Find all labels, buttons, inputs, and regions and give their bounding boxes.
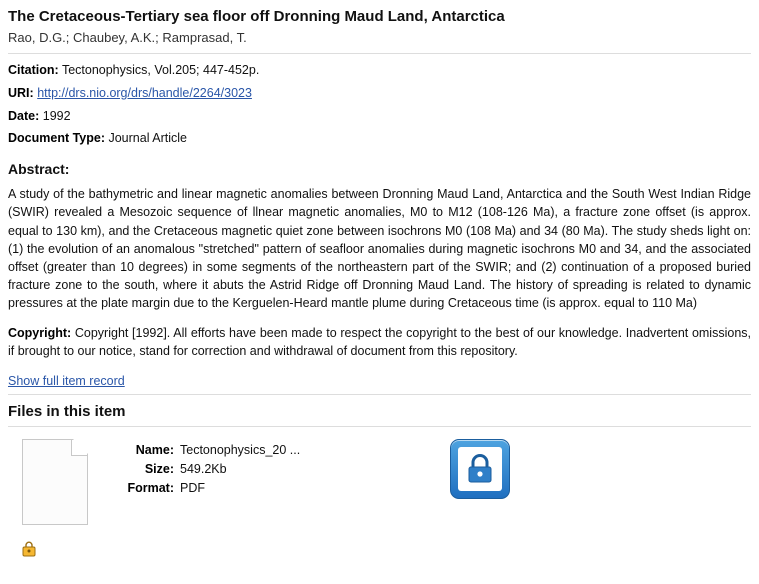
metadata-value: Journal Article bbox=[108, 131, 187, 146]
full-item-record bbox=[8, 374, 751, 388]
metadata-row-date bbox=[8, 108, 751, 125]
abstract-text: A study of the bathymetric and linear magnetic anomalies between Dronning Maud Land, Antarctica and the South West Indian Ridge (SWIR) revealed a Mesozoic sequence of llnear magnetic anomalies, M0 to M12 (108-126 Ma), a fracture zone offset (is approx. equal to 130 km), and the Cretaceous magnetic quiet zone between isochrons M0 (108 Ma) and 34 (80 Ma). The study sheds light on: (1) the evolution of an anomalous "stretched" pattern of seafloor anomalies during magnetic isochrons M0 and 34, and the associated offset (greater than 10 degrees) in some segments of the northeastern part of the SWIR; and (2) continuation of a proposed buried fracture zone to the south, where it abuts the Astrid Ridge off Dronning Maud Land. The history of spreading is related to dynamic pressures at the plate margin due to the Kerguelen-Heard mantle plume during Cretaceous time (is approx. equal to 110 Ma) bbox=[8, 187, 751, 310]
restricted-access-icon-inner bbox=[458, 447, 502, 491]
file-format-label: Format: bbox=[127, 480, 174, 495]
file-metadata bbox=[118, 439, 300, 497]
document-icon-fold bbox=[71, 440, 87, 456]
file-name-value: Tectonophysics_20 ... bbox=[180, 443, 301, 458]
metadata-label: Citation: bbox=[8, 62, 59, 77]
copyright-block bbox=[8, 324, 751, 360]
metadata-value: 1992 bbox=[42, 108, 71, 123]
restricted-access-icon[interactable] bbox=[450, 439, 510, 499]
metadata-row-citation bbox=[8, 62, 751, 79]
document-icon[interactable] bbox=[22, 439, 88, 525]
file-size-value: 549.2Kb bbox=[180, 462, 227, 477]
file-name-row bbox=[118, 441, 300, 460]
metadata-label: Date: bbox=[8, 108, 40, 123]
copyright-text: Copyright [1992]. All efforts have been made to respect the copyright to the best of our knowledge. Inadvertent omissions, if brought to our notice, stand for correction and withdrawal of document from this repository. bbox=[8, 326, 751, 359]
metadata-label: Document Type: bbox=[8, 131, 105, 146]
divider bbox=[8, 53, 751, 54]
divider-files-underline bbox=[8, 426, 751, 427]
uri-link[interactable]: http://drs.nio.org/drs/handle/2264/3023 bbox=[37, 85, 252, 100]
page-title: The Cretaceous-Tertiary sea floor off Dronning Maud Land, Antarctica bbox=[8, 8, 505, 25]
file-format-value: PDF bbox=[180, 480, 205, 495]
file-size-row bbox=[118, 460, 300, 479]
file-thumbnail-wrap bbox=[8, 439, 118, 557]
metadata-value: Tectonophysics, Vol.205; 447-452p. bbox=[61, 62, 260, 77]
file-format-row bbox=[118, 479, 300, 498]
lock-icon bbox=[22, 541, 36, 557]
metadata-row-document-type bbox=[8, 130, 751, 147]
files-heading: Files in this item bbox=[8, 403, 126, 421]
metadata-label: URI: bbox=[8, 85, 34, 100]
lock-icon bbox=[467, 454, 493, 484]
item-authors: Rao, D.G.; Chaubey, A.K.; Ramprasad, T. bbox=[8, 29, 247, 45]
divider-files bbox=[8, 394, 751, 395]
file-entry bbox=[8, 439, 751, 557]
file-size-label: Size: bbox=[144, 462, 174, 477]
metadata-row-uri bbox=[8, 85, 751, 102]
file-name-label: Name: bbox=[135, 443, 174, 458]
abstract-heading: Abstract: bbox=[8, 161, 70, 178]
copyright-label: Copyright: bbox=[8, 326, 72, 341]
metadata-list bbox=[8, 62, 751, 148]
show-full-item-record-link[interactable]: Show full item record bbox=[8, 374, 125, 389]
